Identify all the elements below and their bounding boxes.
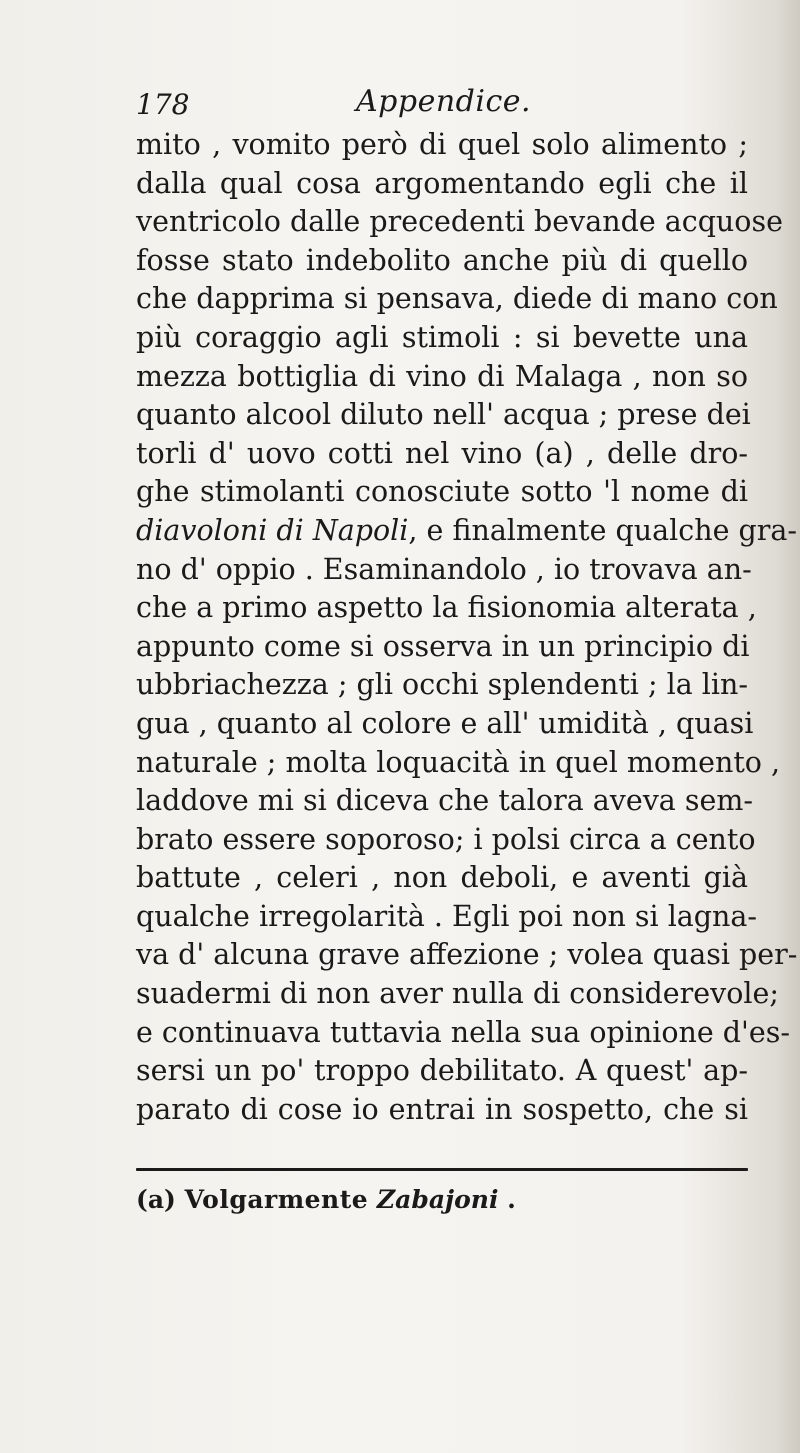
text-line: mito , vomito però di quel solo alimento ; <box>136 128 748 161</box>
text-line: brato essere soporoso; i polsi circa a cento <box>136 822 756 856</box>
footnote-mark: (a) <box>136 1185 176 1214</box>
body-text <box>136 126 798 1129</box>
text-line: ubbriachezza ; gli occhi splendenti ; la lin- <box>136 668 748 702</box>
text-line: laddove mi si diceva che talora aveva sem- <box>136 784 754 818</box>
text-line: qualche irregolarità . Egli poi non si lagna- <box>136 899 758 933</box>
footnote-rule <box>136 1168 748 1171</box>
text-line: torli d' uovo cotti nel vino (a) , delle dro- <box>136 436 748 470</box>
text-line: parato di cose io entrai in sospetto, che si <box>136 1092 748 1126</box>
footnote-text: Volgarmente <box>184 1185 369 1214</box>
text-line: e continuava tuttavia nella sua opinione d'es- <box>136 1015 790 1049</box>
text-line: naturale ; molta loquacità in quel momento , <box>136 745 781 779</box>
text-line: ghe stimolanti conosciute sotto 'l nome di <box>136 475 748 509</box>
text-line: quanto alcool diluto nell' acqua ; prese dei <box>136 398 751 432</box>
text-line: gua , quanto al colore e all' umidità , quasi <box>136 706 754 740</box>
text-line: diavoloni di Napoli, e finalmente qualche gra- <box>136 513 797 547</box>
page-number: 178 <box>136 88 190 121</box>
text-line: che dapprima si pensava, diede di mano con <box>136 282 778 316</box>
text-line: mezza bottiglia di vino di Malaga , non so <box>136 359 748 393</box>
footnote <box>136 1184 516 1216</box>
text-line: fosse stato indebolito anche più di quello <box>136 243 748 277</box>
running-head: Appendice. <box>356 84 532 119</box>
text-line: va d' alcuna grave affezione ; volea quasi per- <box>136 938 798 972</box>
text-line: dalla qual cosa argomentando egli che il <box>136 166 748 200</box>
text-line: più coraggio agli stimoli : si bevette una <box>136 320 748 354</box>
text-line: sersi un po' troppo debilitato. A quest' ap- <box>136 1054 748 1088</box>
footnote-term: Zabajoni <box>376 1185 499 1214</box>
text-line: suadermi di non aver nulla di considerevole; <box>136 977 779 1011</box>
text-line: no d' oppio . Esaminandolo , io trovava an- <box>136 552 752 586</box>
text-line: appunto come si osserva in un principio di <box>136 629 750 663</box>
footnote-end: . <box>507 1185 516 1214</box>
text-line: che a primo aspetto la fisionomia alterata , <box>136 591 757 625</box>
text-line: battute , celeri , non deboli, e aventi già <box>136 861 748 895</box>
page-header <box>136 84 696 124</box>
text-line: ventricolo dalle precedenti bevande acquose <box>136 205 783 239</box>
